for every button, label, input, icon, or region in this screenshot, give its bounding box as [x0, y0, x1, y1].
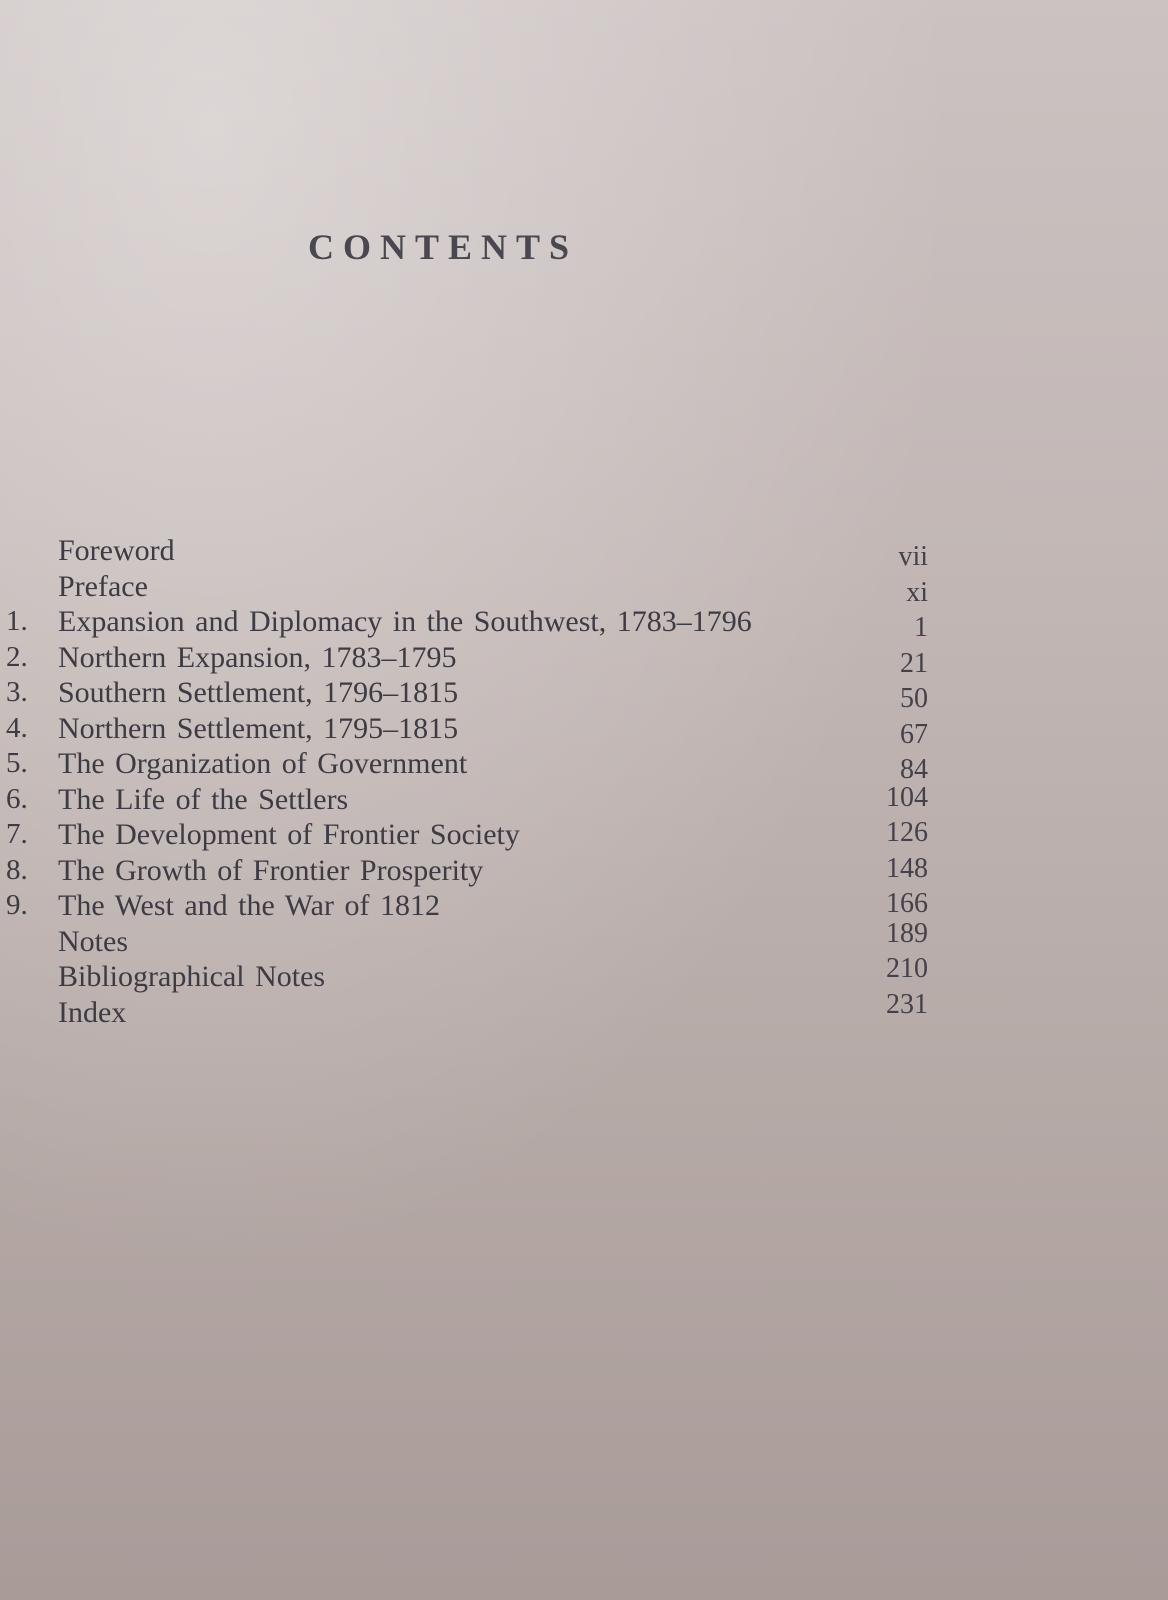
toc-entry-title: The Development of Frontier Society: [58, 818, 520, 851]
toc-entry-title: Northern Settlement, 1795–1815: [58, 711, 459, 745]
toc-entry-foreword: [0, 533, 1168, 572]
toc-entry-index: [0, 988, 1168, 1031]
toc-entry-title: The Growth of Frontier Prosperity: [58, 853, 484, 887]
table-of-contents: [0, 533, 1168, 1030]
toc-entry-title: Southern Settlement, 1796–1815: [58, 676, 459, 709]
toc-entry-page: 166: [886, 888, 928, 919]
toc-entry-page: 126: [886, 817, 928, 848]
toc-entry-page: 104: [886, 781, 928, 813]
toc-entry-title: The Organization of Government: [58, 747, 468, 780]
toc-entry-title: Preface: [58, 569, 148, 603]
toc-entry-number: 3.: [6, 676, 28, 708]
toc-entry-page: xi: [906, 576, 928, 608]
toc-entry-number: 6.: [6, 782, 28, 815]
toc-entry-title: Northern Expansion, 1783–1795: [58, 640, 457, 674]
toc-entry-chapter-7: [0, 817, 1168, 853]
toc-entry-number: 7.: [6, 818, 28, 850]
toc-entry-notes: [0, 917, 1168, 960]
toc-entry-bibliographical-notes: [0, 953, 1168, 995]
toc-entry-page: 210: [886, 953, 928, 984]
toc-entry-page: 148: [886, 852, 928, 884]
toc-entry-number: 4.: [6, 711, 28, 744]
toc-entry-number: 9.: [6, 889, 28, 921]
toc-entry-number: 5.: [6, 747, 28, 779]
toc-entry-page: 50: [900, 683, 928, 714]
toc-entry-chapter-8: [0, 853, 1168, 889]
toc-entry-chapter-3: [0, 675, 1168, 714]
toc-entry-title: The Life of the Settlers: [58, 782, 349, 816]
toc-entry-chapter-4: [0, 711, 1168, 750]
toc-entry-page: 84: [900, 754, 928, 785]
toc-entry-number: 1.: [6, 605, 28, 637]
toc-entry-number: 2.: [6, 640, 28, 673]
toc-entry-chapter-2: [0, 640, 1168, 679]
toc-entry-chapter-9: [0, 888, 1168, 924]
toc-entry-chapter-6: [0, 782, 1168, 818]
toc-entry-page: 21: [900, 647, 928, 679]
toc-entry-page: 1: [914, 612, 928, 643]
toc-entry-page: 189: [886, 917, 928, 949]
toc-entry-title: Expansion and Diplomacy in the Southwest, 1783–1796: [58, 605, 752, 638]
toc-entry-preface: [0, 569, 1168, 608]
toc-entry-title: Index: [58, 995, 127, 1029]
toc-entry-title: Notes: [58, 924, 128, 958]
toc-entry-title: The West and the War of 1812: [58, 889, 440, 922]
toc-entry-chapter-1: [0, 604, 1168, 643]
toc-entry-chapter-5: [0, 746, 1168, 785]
toc-entry-title: Foreword: [58, 534, 175, 567]
toc-entry-number: 8.: [6, 853, 28, 886]
toc-entry-page: 231: [886, 988, 928, 1020]
toc-entry-page: vii: [898, 541, 928, 572]
page-title: CONTENTS: [308, 227, 579, 267]
toc-entry-page: 67: [900, 718, 928, 750]
toc-entry-title: Bibliographical Notes: [58, 960, 326, 993]
